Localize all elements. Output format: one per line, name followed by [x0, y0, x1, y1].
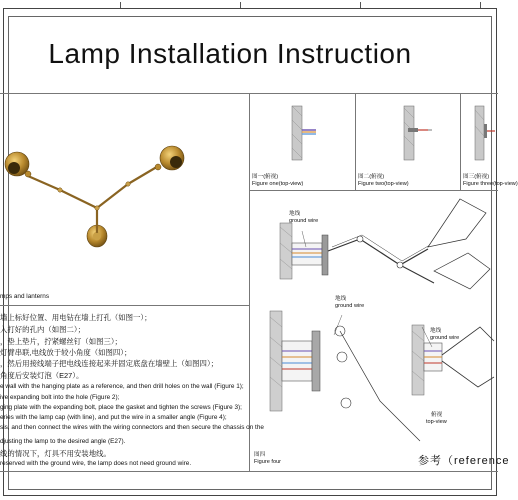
product-caption: mps and lanterns	[0, 293, 50, 300]
figure-four-caption-en: Figure four	[254, 459, 282, 465]
instruction-cn-6: 角度后安装灯泡（E27）。	[0, 371, 84, 380]
instruction-en-5: sis, and then connect the wires with the wiring connectors and then secure the chassis on the	[0, 424, 264, 431]
instruction-en-1: e wall with the hanging plate as a reference, and then drill holes on the wall (Figure 1);	[0, 383, 244, 390]
border-tick	[120, 2, 121, 8]
instruction-cn-1: 墙上标好位置、用电钻在墙上打孔（如图一）；	[0, 313, 152, 322]
divider-left	[0, 305, 250, 306]
ground-wire-label-cn-2: 地线	[335, 296, 347, 302]
ground-wire-label-cn-1: 地线	[289, 211, 301, 217]
border-tick	[360, 2, 361, 8]
reference-label: 参考（reference	[418, 455, 510, 467]
lamp-shade-right	[155, 146, 184, 170]
note-cn: 线的情况下，灯具不用安装地线。	[0, 449, 111, 458]
instruction-en-2: ive expanding bolt into the hole (Figure 2);	[0, 394, 120, 401]
figure-three-drawing	[461, 94, 497, 174]
border-tick	[240, 2, 241, 8]
ground-wire-label-en-1: ground wire	[289, 218, 319, 224]
top-view-label-en: top-view	[426, 419, 447, 425]
figure-one-caption-en: Figure one(top-view)	[252, 181, 304, 187]
ground-wire-label-cn-3: 地线	[430, 328, 442, 334]
instruction-en-3: ging plate with the expanding bolt, place the gasket and tighten the screws (Figure 3);	[0, 404, 242, 411]
instruction-cn-5: ，然后用接线端子把电线连接起来并固定底盘在墙壁上（如图四）；	[0, 359, 219, 368]
ground-wire-label-en-2: ground wire	[335, 303, 365, 309]
lamp-product-illustration	[0, 140, 200, 260]
figure-four-caption-cn: 图四	[254, 452, 266, 458]
figure-one-drawing	[250, 94, 355, 174]
instruction-cn-3: ，垫上垫片，拧紧螺丝钉（如图三）；	[0, 337, 122, 346]
figure-two-drawing	[356, 94, 460, 174]
lamp-arms	[28, 168, 155, 232]
ground-wire-label-en-3: ground wire	[430, 335, 460, 341]
figure-four-drawing	[250, 191, 498, 461]
note-en: reserved with the ground wire, the lamp does not need ground wire.	[0, 460, 192, 467]
figure-two-caption-en: Figure two(top-view)	[358, 181, 409, 187]
divider-bottom	[0, 471, 498, 472]
instruction-cn-4: 灯臂串联,电线放于较小角度（如图四）；	[0, 348, 132, 357]
instruction-en-6: djusting the lamp to the desired angle (E27).	[0, 438, 126, 445]
instruction-cn-2: 入打好的孔内（如图二）；	[0, 325, 85, 334]
instruction-en-4: eries with the lamp cap (with line), and put the wire in a smaller angle (Figure 4);	[0, 414, 227, 421]
top-view-label-cn: 俯视	[431, 412, 443, 418]
figure-one-caption-cn: 图一(俯视)	[252, 174, 279, 180]
figure-two-caption-cn: 图二(俯视)	[358, 174, 385, 180]
lamp-shade-left	[5, 152, 31, 177]
border-tick	[480, 2, 481, 8]
figure-three-caption-en: Figure three(top-view)	[463, 181, 518, 187]
figure-three-caption-cn: 图三(俯视)	[463, 174, 490, 180]
page-title: Lamp Installation Instruction	[48, 38, 412, 69]
